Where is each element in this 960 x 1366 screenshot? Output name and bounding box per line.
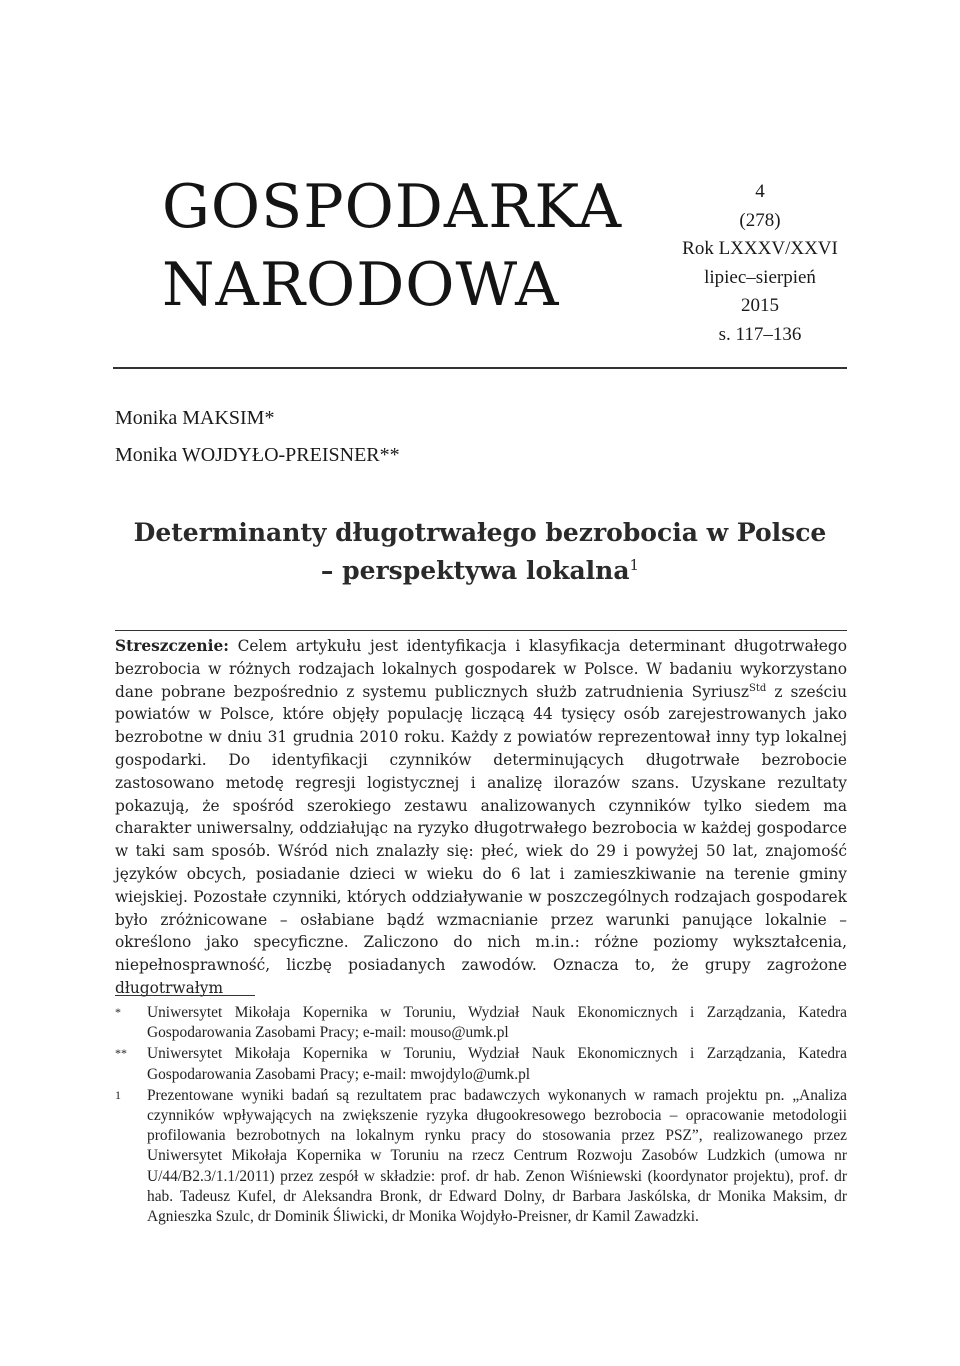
article-title-line xyxy=(113,552,847,590)
footnotes xyxy=(115,1003,847,1228)
abstract-label: Streszczenie: xyxy=(115,637,229,655)
author-list xyxy=(115,400,400,474)
issue-pages: s. 117–136 xyxy=(718,323,802,345)
article-title-text: – perspektywa lokalna xyxy=(320,556,630,585)
issue-info xyxy=(660,178,860,349)
abstract xyxy=(115,635,847,1000)
abstract-superscript: Std xyxy=(749,682,767,694)
abstract-divider xyxy=(115,630,847,631)
issue-whole-number: (278) xyxy=(739,209,781,231)
issue-year: 2015 xyxy=(741,295,779,316)
journal-title-line: GOSPODARKA xyxy=(162,172,623,242)
journal-title-line: NARODOWA xyxy=(162,250,560,320)
issue-year-volume: Rok LXXXV/XXVI xyxy=(682,238,838,259)
author: Monika MAKSIM* xyxy=(115,407,275,429)
article-title xyxy=(113,514,847,590)
footnote-mark: * xyxy=(115,1005,121,1019)
footnote xyxy=(115,1003,847,1043)
abstract-text: Celem artykułu jest identyfikacja i klasyfikacja determinant długotrwałego bezrobocia w różnych rodzajach lokalnych gospodarek w Polsce. W badaniu wykorzystano dane pobrane bezpośrednio z systemu publicznych służb zatrudnienia Syriusz xyxy=(115,637,847,701)
journal-title xyxy=(162,168,622,324)
abstract-text: z sześciu powiatów w Polsce, które objęły populację liczącą 44 tysięcy osób zarejestrowanych jako bezrobotne w dniu 31 grudnia 2010 roku. Każdy z powiatów reprezentował inny typ lokalnej gospodarki. Do identyfikacji czynników determinujących długotrwałe bezrobocie zastosowano metodę regresji logistycznej i analizę ilorazów szans. Uzyskane rezultaty pokazują, że spośród szerokiego zestawu analizowanych czynników tylko siedem ma charakter uniwersalny, oddziałując na ryzyko długotrwałego bezrobocia w każdej gospodarce w taki sam sposób. Wśród nich znalazły się: płeć, wiek do 29 i powyżej 50 lat, znajomość języków obcych, posiadanie dzieci w wieku do 6 lat i zamieszkiwanie na terenie gminy wiejskiej. Pozostałe czynniki, których oddziaływanie w poszczególnych rodzajach gospodarek było zróżnicowane – osłabiane bądź wzmacnianie przez warunki panujące lokalnie – określono jako specyficzne. Zaliczono do nich m.in.: różne poziomy wykształcenia, niepełnosprawność, liczbę posiadanych zawodów. Oznacza to, że grupy zagrożone długotrwałym xyxy=(115,682,847,997)
footnote-mark: ** xyxy=(115,1046,127,1061)
footnote xyxy=(115,1044,847,1084)
footnote-divider xyxy=(115,995,255,996)
footnote-mark: 1 xyxy=(115,1087,121,1102)
footnote-text: Uniwersytet Mikołaja Kopernika w Toruniu, Wydział Nauk Ekonomicznych i Zarządzania, Katedra Gospodarowania Zasobami Pracy; e-mail: mwojdylo@umk.pl xyxy=(147,1045,847,1083)
footnote-text: Uniwersytet Mikołaja Kopernika w Toruniu, Wydział Nauk Ekonomicznych i Zarządzania, Katedra Gospodarowania Zasobami Pracy; e-mail: mouso@umk.pl xyxy=(147,1004,847,1042)
issue-months: lipiec–sierpień xyxy=(704,266,816,288)
header-divider xyxy=(113,367,847,369)
author: Monika WOJDYŁO-PREISNER** xyxy=(115,444,400,466)
issue-number: 4 xyxy=(755,181,765,202)
title-footnote-mark: 1 xyxy=(629,556,640,574)
footnote-text: Prezentowane wyniki badań są rezultatem prac badawczych wykonanych w ramach projektu pn. „Analiza czynników wpływających na zwiększenie ryzyka długookresowego bezrobocia – opracowanie metodologii profilowania bezrobotnych na lokalnym rynku pracy do stosowania przez PSZ”, realizowanego przez Uniwersytet Mikołaja Kopernika w Toruniu na rzecz Centrum Rozwoju Zasobów Ludzkich (umowa nr U/44/B2.3/1.1/2011) przez zespół w składzie: prof. dr hab. Zenon Wiśniewski (koordynator projektu), prof. dr hab. Tadeusz Kufel, dr Aleksandra Bronk, dr Edward Dolny, dr Barbara Jaskólska, dr Monika Maksim, dr Agnieszka Szulc, dr Dominik Śliwicki, dr Monika Wojdyło-Preisner, dr Kamil Zawadzki. xyxy=(147,1086,847,1226)
footnote xyxy=(115,1086,847,1227)
article-title-line: Determinanty długotrwałego bezrobocia w Polsce xyxy=(133,518,827,547)
